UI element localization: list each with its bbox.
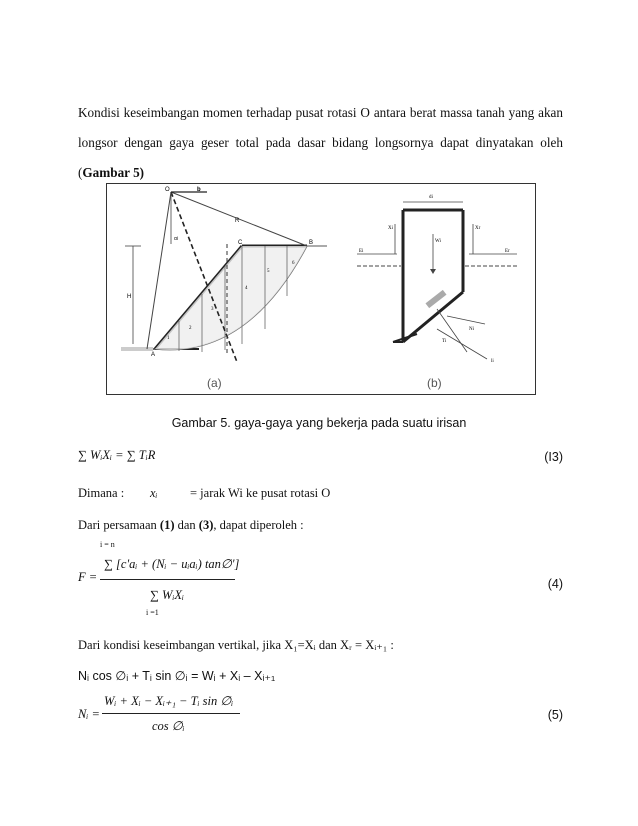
slice-2: 2 bbox=[189, 326, 192, 331]
label-ni: Ni bbox=[469, 327, 474, 332]
label-xr: Xr bbox=[475, 226, 481, 231]
eq4-fraction-bar bbox=[100, 579, 235, 580]
label-er: Er bbox=[505, 249, 510, 254]
eq5-lhs: Nᵢ = bbox=[78, 707, 100, 721]
label-di: di bbox=[429, 195, 433, 200]
label-O: O bbox=[165, 187, 170, 193]
dimana-var: xᵢ bbox=[150, 486, 158, 500]
eq4-denominator: ∑ WᵢXᵢ bbox=[150, 588, 185, 602]
label-b: b bbox=[197, 187, 201, 193]
slice-4: 4 bbox=[245, 286, 248, 291]
label-A: A bbox=[151, 352, 156, 358]
equation-4-number: (4) bbox=[547, 577, 563, 591]
eq4-F: F = bbox=[78, 570, 98, 584]
slice-5: 5 bbox=[267, 269, 270, 274]
intro-figure-ref: Gambar 5) bbox=[82, 165, 145, 180]
panel-a-label: (a) bbox=[207, 376, 222, 390]
label-li: li bbox=[491, 359, 494, 364]
eq5-fraction-bar bbox=[102, 713, 240, 714]
intro-paragraph bbox=[78, 98, 563, 188]
from-prefix: Dari persamaan bbox=[78, 518, 160, 532]
label-R: R bbox=[235, 218, 240, 224]
figure-5 bbox=[106, 183, 536, 395]
label-H: H bbox=[127, 294, 132, 300]
label-alpha: αi bbox=[174, 236, 179, 242]
label-B: B bbox=[309, 240, 314, 246]
slice-6: 6 bbox=[292, 261, 295, 266]
label-ti: Ti bbox=[442, 339, 447, 344]
figure-caption: Gambar 5. gaya-gaya yang bekerja pada suatu irisan bbox=[171, 416, 467, 430]
label-C: C bbox=[238, 240, 243, 246]
from-eq-1: (1) bbox=[159, 518, 175, 532]
vertical-equilibrium-text: Dari kondisi keseimbangan vertikal, jika X₁=Xᵢ dan Xᵣ = Xᵢ₊₁ : bbox=[78, 638, 394, 652]
from-eq-3: (3) bbox=[198, 518, 214, 532]
from-mid: dan bbox=[174, 518, 199, 532]
eq4-numerator: ∑ [c'aᵢ + (Nᵢ − uᵢaᵢ) tan∅'] bbox=[104, 557, 240, 571]
eq4-sum-bottom: i =1 bbox=[146, 608, 159, 617]
figure-5-drawing bbox=[107, 184, 535, 394]
label-ei: Ei bbox=[359, 249, 364, 254]
equation-13-number: (I3) bbox=[544, 450, 563, 464]
dimana-label: Dimana : bbox=[78, 486, 125, 500]
from-suffix: , dapat diperoleh : bbox=[213, 518, 304, 532]
equation-5-number: (5) bbox=[547, 708, 563, 722]
from-equations-line bbox=[78, 518, 304, 533]
label-wi: Wi bbox=[435, 239, 441, 244]
eq5-numerator: Wᵢ + Xᵢ − Xᵢ₊₁ − Tᵢ sin ∅ᵢ bbox=[104, 694, 234, 708]
eq5-denominator: cos ∅ᵢ bbox=[152, 719, 185, 733]
equation-13: ∑ WᵢXᵢ = ∑ TᵢR bbox=[78, 448, 156, 462]
dimana-desc: = jarak Wi ke pusat rotasi O bbox=[190, 486, 331, 500]
vertical-equation: Nᵢ cos ∅ᵢ + Tᵢ sin ∅ᵢ = Wᵢ + Xᵢ – Xᵢ₊₁ bbox=[78, 669, 276, 683]
intro-text: Kondisi keseimbangan momen terhadap pusat rotasi O antara berat massa tanah yang akan longsor dengan gaya geser total pada dasar bidang longsornya dapat dinyatakan oleh ( bbox=[78, 105, 563, 180]
slice-3: 3 bbox=[211, 307, 214, 312]
eq4-sum-top: i = n bbox=[100, 540, 115, 549]
label-xi: Xi bbox=[388, 226, 393, 231]
slice-1: 1 bbox=[167, 336, 170, 341]
panel-b-label: (b) bbox=[427, 376, 442, 390]
